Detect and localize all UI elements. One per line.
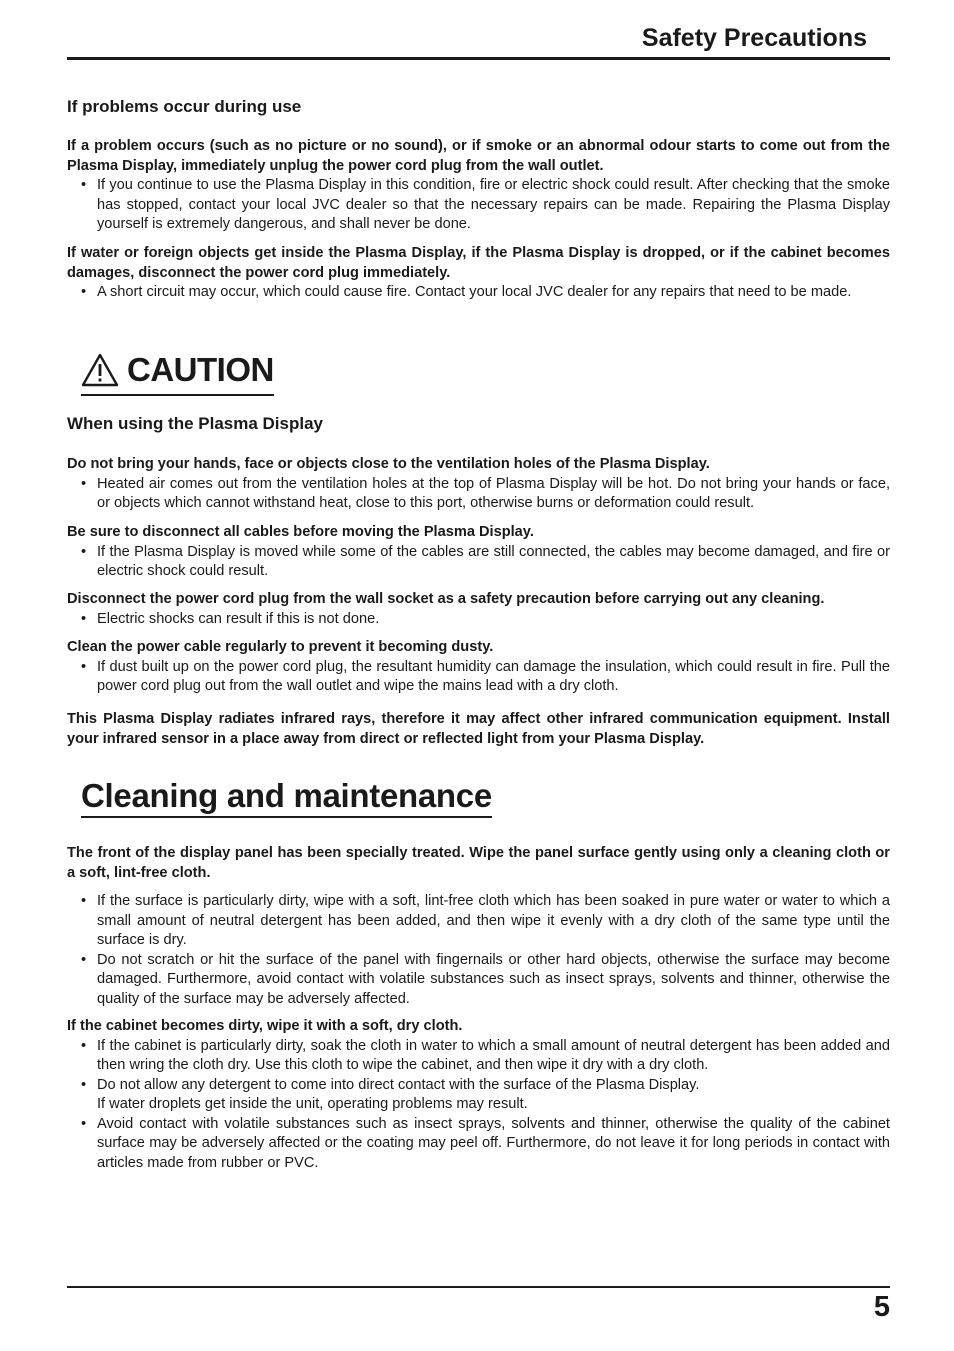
cleaning-block-1 [67, 844, 890, 883]
caution-heading [81, 347, 274, 396]
caution-para-4: Clean the power cable regularly to prevent it becoming dusty. [67, 639, 494, 655]
problems-bullet-2: • A short circuit may occur, which could cause fire. Contact your local JVC dealer for any repairs that need to be made. [67, 283, 890, 303]
problems-para-2: If water or foreign objects get inside the Plasma Display, if the Plasma Display is dropped, or if the cabinet becomes damages, disconnect the power cord plug immediately. [67, 245, 890, 281]
caution-block-2 [67, 523, 890, 582]
cleaning-bullet-2: • Do not scratch or hit the surface of the panel with fingernails or other hard objects, otherwise the surface may become damaged. Furthermore, avoid contact with volatile substances such as insect sprays, solvents and thinner, otherwise the quality of the surface may be adversely affected. [67, 951, 890, 1010]
caution-block-4 [67, 638, 890, 697]
cleaning-para-2: If the cabinet becomes dirty, wipe it with a soft, dry cloth. [67, 1018, 463, 1034]
cleaning-block-3 [67, 1017, 890, 1173]
cleaning-bullet-3: • If the cabinet is particularly dirty, soak the cloth in water to which a small amount of neutral detergent has been added and then wring the cloth dry. Use this cloth to wipe the cabinet, and then wipe it dry with a dry cloth. [67, 1037, 890, 1076]
problems-title: If problems occur during use [67, 97, 302, 116]
page-number: 5 [873, 1291, 890, 1323]
cleaning-bullet-5: • Avoid contact with volatile substances such as insect sprays, solvents and thinner, otherwise the quality of the cabinet surface may be adversely affected or the coating may peel off. Furthermore, do not leave it for long periods in contact with articles made from rubber or PVC. [67, 1115, 890, 1174]
footer-rule [67, 1286, 890, 1288]
caution-block-5 [67, 710, 890, 749]
caution-bullet-3: • Electric shocks can result if this is not done. [67, 610, 890, 630]
caution-bullet-1: • Heated air comes out from the ventilation holes at the top of Plasma Display will be hot. Do not bring your hands or face, or objects which cannot withstand heat, close to this port, otherwise burns or deformation could result. [67, 475, 890, 514]
problems-section [67, 97, 890, 117]
problems-para-1: If a problem occurs (such as no picture or no sound), or if smoke or an abnormal odour starts to come out from the Plasma Display, immediately unplug the power cord plug from the wall outlet. [67, 138, 890, 174]
caution-para-3: Disconnect the power cord plug from the wall socket as a safety precaution before carrying out any cleaning. [67, 591, 825, 607]
cleaning-para-1: The front of the display panel has been specially treated. Wipe the panel surface gently using only a cleaning cloth or a soft, lint-free cloth. [67, 845, 890, 881]
caution-para-2: Be sure to disconnect all cables before moving the Plasma Display. [67, 524, 534, 540]
caution-bullet-2: • If the Plasma Display is moved while some of the cables are still connected, the cables may become damaged, and fire or electric shock could result. [67, 543, 890, 582]
cleaning-block-2 [67, 892, 890, 1009]
caution-bullet-4: • If dust built up on the power cord plug, the resultant humidity can damage the insulation, which could result in fire. Pull the power cord plug out from the wall outlet and wipe the mains lead with a dry cloth. [67, 658, 890, 697]
cleaning-bullet-1: • If the surface is particularly dirty, wipe with a soft, lint-free cloth which has been soaked in pure water or water to which a small amount of neutral detergent has been added, and then wipe it evenly with a dry cloth of the same type until the surface is dry. [67, 892, 890, 951]
warning-triangle-icon [81, 353, 119, 387]
caution-para-1: Do not bring your hands, face or objects close to the ventilation holes of the Plasma Display. [67, 456, 710, 472]
cleaning-bullet-4-continued: If water droplets get inside the unit, operating problems may result. [97, 1096, 528, 1112]
caution-block-3 [67, 590, 890, 629]
cleaning-bullet-4: • Do not allow any detergent to come into direct contact with the surface of the Plasma Display. [67, 1076, 890, 1096]
problems-block-1 [67, 137, 890, 235]
page-header-title: Safety Precautions [641, 24, 867, 52]
caution-subtitle: When using the Plasma Display [67, 414, 324, 433]
caution-block-1 [67, 455, 890, 514]
problems-bullet-1: • If you continue to use the Plasma Display in this condition, fire or electric shock could result. After checking that the smoke has stopped, contact your local JVC dealer so that the necessary repairs can be made. Repairing the Plasma Display yourself is extremely dangerous, and shall never be done. [67, 176, 890, 235]
problems-block-2 [67, 244, 890, 303]
caution-section [67, 414, 890, 434]
caution-para-5: This Plasma Display radiates infrared rays, therefore it may affect other infrared communication equipment. Install your infrared sensor in a place away from direct or reflected light from your Plasma Display. [67, 711, 890, 747]
header-rule [67, 57, 890, 60]
caution-label: CAUTION [127, 350, 274, 388]
cleaning-title: Cleaning and maintenance [81, 777, 492, 818]
